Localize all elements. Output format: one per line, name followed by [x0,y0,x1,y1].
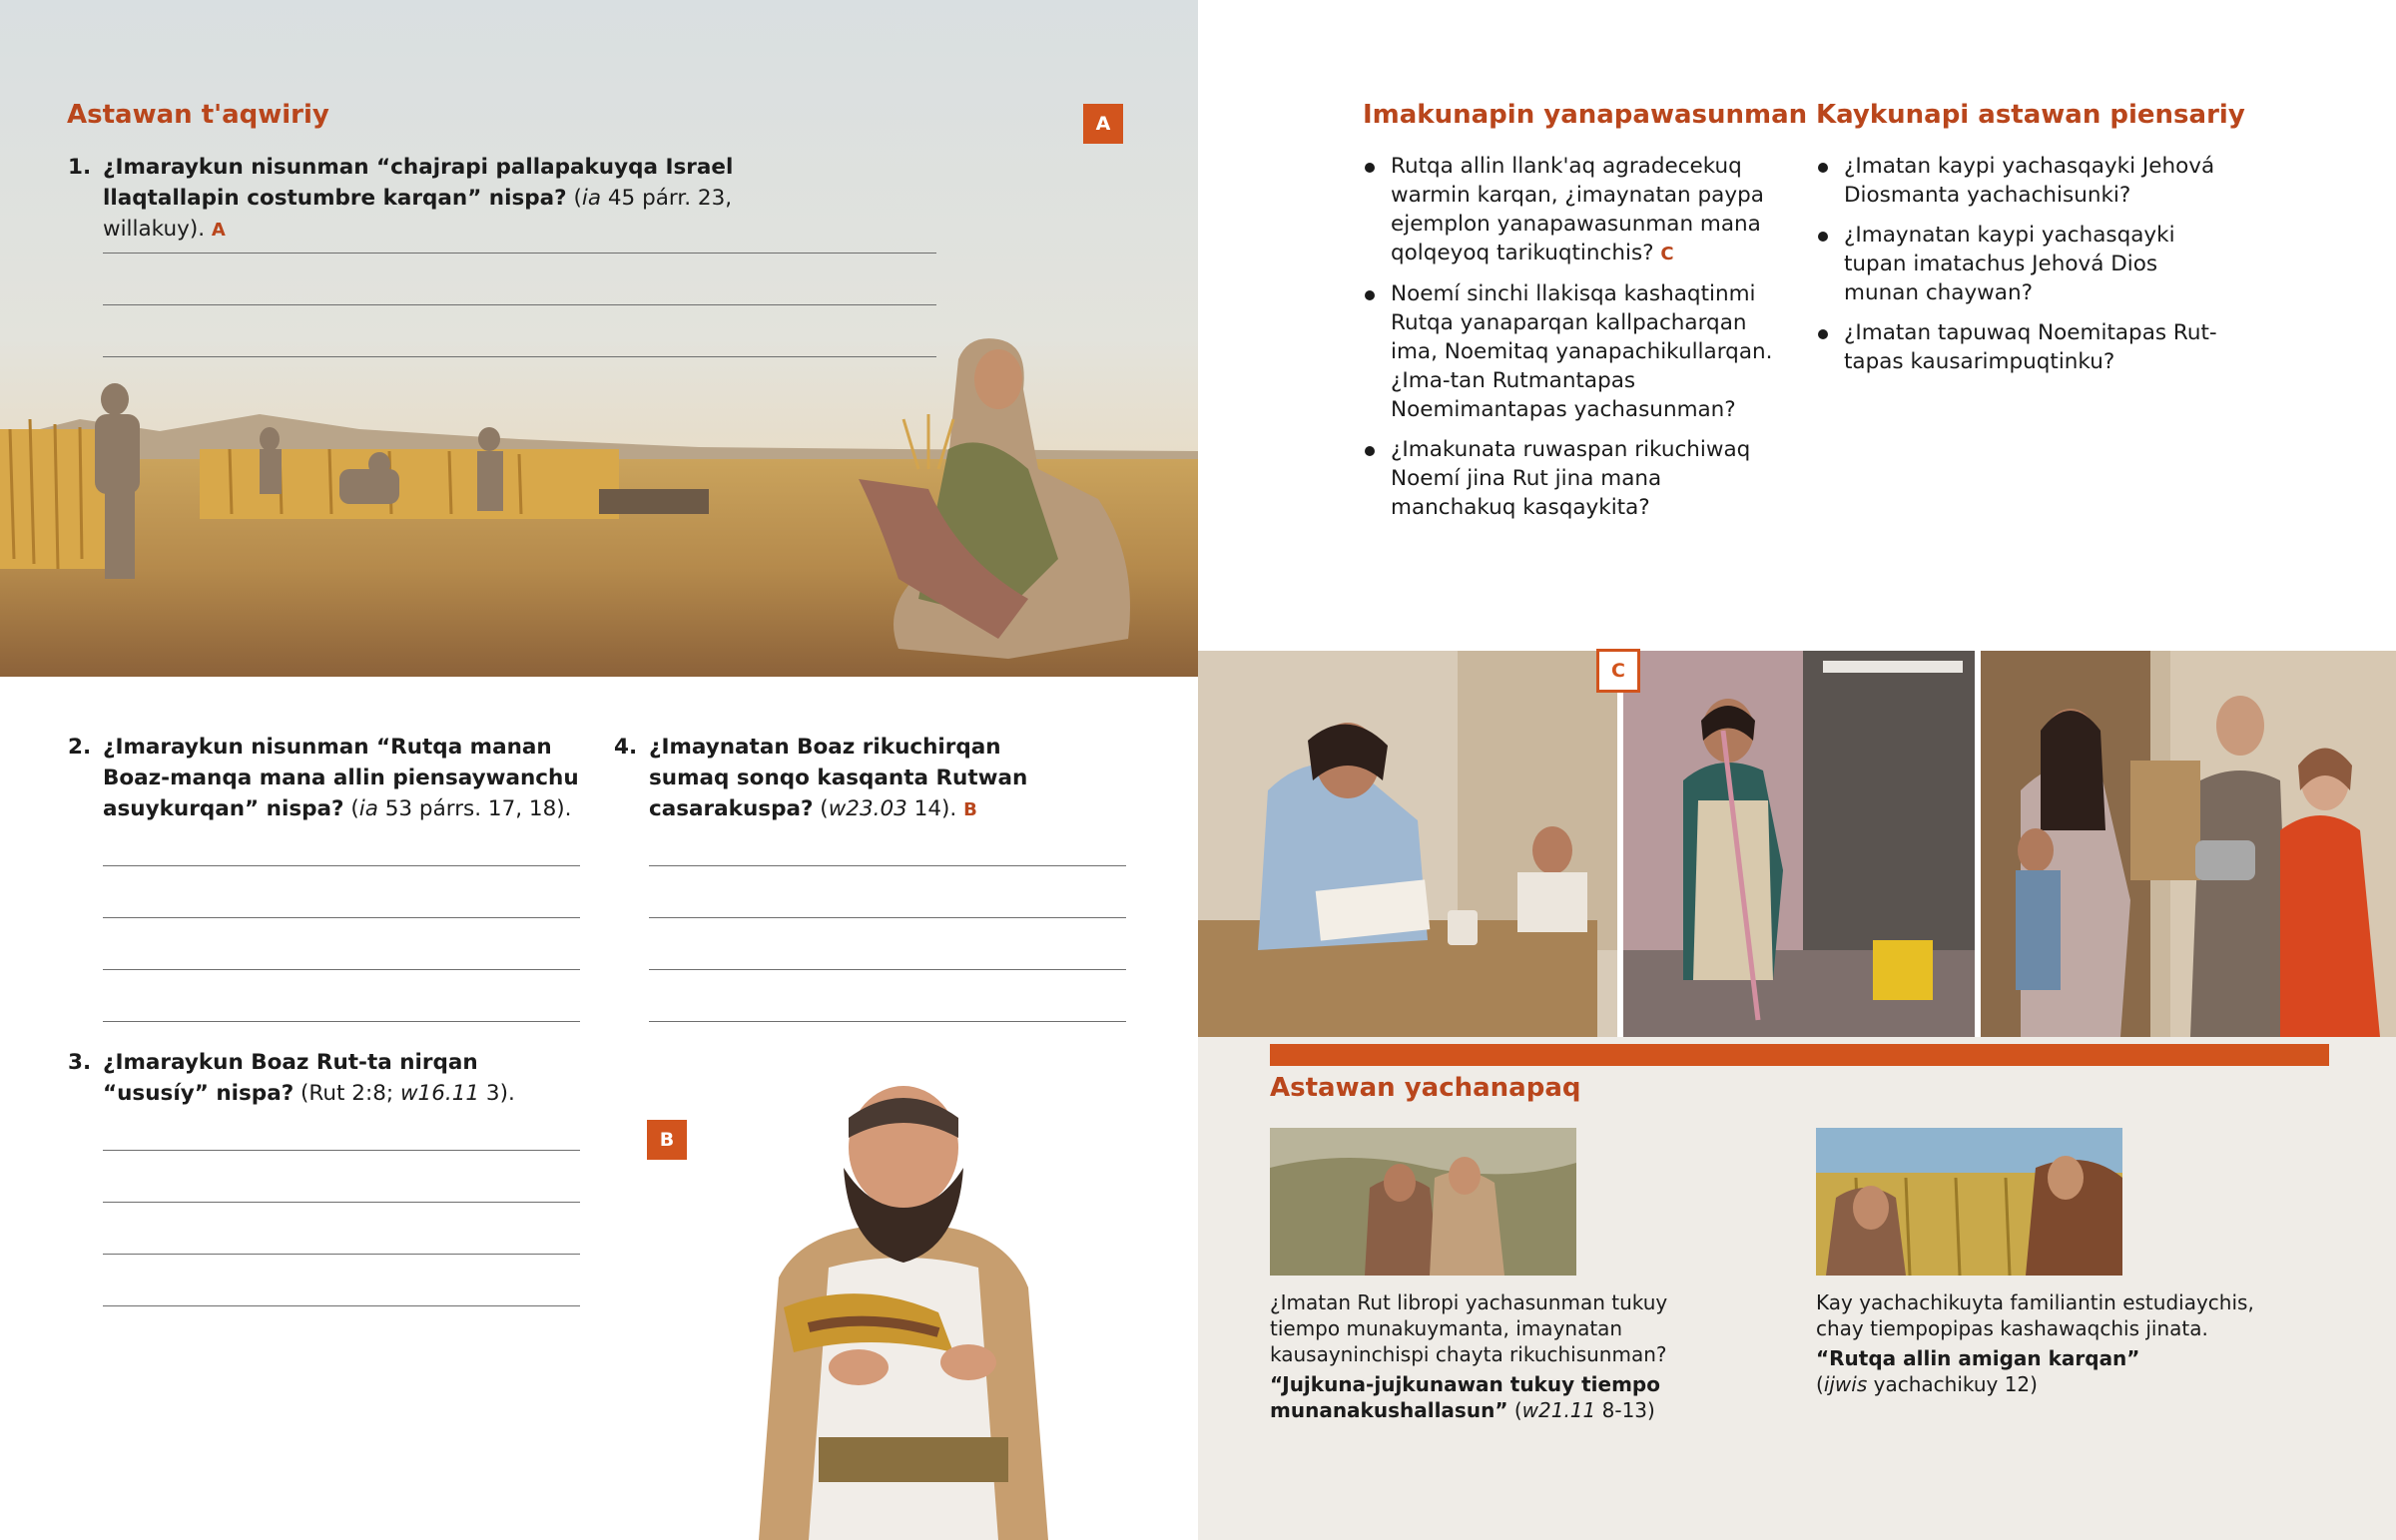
col1-title: Imakunapin yanapawasunman [1363,100,1808,130]
answer-line[interactable] [103,865,580,866]
question-number: 1. [68,155,92,180]
resource-1: ¿Imatan Rut libropi yachasunman tukuy tiempo munakuymanta, imaynatan kausayninchispi chayta rikuchisunman? “Jujkuna-jujkunawan tukuy tiempo munanakushallasun” (w21.11 8-13) [1270,1289,1719,1423]
question-1: 1. ¿Imaraykun nisunman “chajrapi pallapakuyqa Israel llaqtallapin costumbre karqan” nispa? (ia 45 párr. 23, willakuy). A [103,152,792,246]
resource-link[interactable]: “Jujkuna-jujkunawan tukuy tiempo munanakushallasun” [1270,1372,1660,1422]
question-text: ¿Imaraykun nisunman “chajrapi pallapakuyqa Israel llaqtallapin costumbre karqan” nispa? [103,155,734,211]
answer-line[interactable] [103,1150,580,1151]
study-title: Astawan yachanapaq [1270,1073,1581,1103]
resource-link[interactable]: “Rutqa allin amigan karqan” [1816,1346,2140,1370]
answer-line[interactable] [103,969,580,970]
answer-line[interactable] [103,356,936,357]
col2-title: Kaykunapi astawan piensariy [1816,100,2245,130]
question-number: 4. [614,735,638,760]
answer-line[interactable] [649,969,1126,970]
study-orange-bar [1270,1044,2329,1066]
answer-line[interactable] [103,1305,580,1306]
answer-line[interactable] [103,253,936,254]
right-page [1198,0,2396,1540]
study-section [1198,1037,2396,1540]
answer-line[interactable] [103,1202,580,1203]
question-2: 2. ¿Imaraykun nisunman “Rutqa manan Boaz-manqa mana allin piensaywanchu asuykurqan” nispa? (ia 53 párrs. 17, 18). [103,732,582,824]
resource-thumbnail-1[interactable] [1270,1128,1576,1276]
col2-list [1816,152,2235,387]
list-item: ¿Imakunata ruwaspan rikuchiwaq Noemí jina Rut jina mana manchakuq kasqaykita? [1363,435,1782,522]
resource-description: Kay yachachikuyta familiantin estudiaychis, chay tiempopipas kashawaqchis jinata. [1816,1290,2254,1340]
section-title: Astawan t'aqwiriy [67,100,329,130]
list-item: ¿Imatan kaypi yachasqayki Jehová Diosmanta yachachisunki? [1816,152,2235,210]
photo-family-visit [1981,651,2396,1037]
answer-line[interactable] [103,304,936,305]
answer-line[interactable] [103,1254,580,1255]
answer-line[interactable] [103,917,580,918]
answer-line[interactable] [103,1021,580,1022]
answer-line[interactable] [649,1021,1126,1022]
picture-ref: B [963,799,977,820]
list-item: ¿Imatan tapuwaq Noemitapas Rut-tapas kausarimpuqtinku? [1816,318,2235,376]
answer-line[interactable] [649,865,1126,866]
question-4: 4. ¿Imaynatan Boaz rikuchirqan sumaq sonqo kasqanta Rutwan casarakuspa? (w23.03 14). B [649,732,1088,825]
boaz-illustration-b [739,1078,1068,1540]
resource-2: Kay yachachikuyta familiantin estudiaychis, chay tiempopipas kashawaqchis jinata. “Rutqa allin amigan karqan” (ijwis yachachikuy 12) [1816,1289,2265,1397]
answer-line[interactable] [649,917,1126,918]
question-text: ¿Imaraykun Boaz Rut-ta nirqan “ususíy” nispa? [103,1050,478,1106]
picture-ref: A [211,220,226,241]
question-text: ¿Imaraykun nisunman “Rutqa manan Boaz-manqa mana allin piensaywanchu asuykurqan” nispa? [103,735,579,821]
photo-stressed-woman [1198,651,1617,1037]
list-item: Noemí sinchi llakisqa kashaqtinmi Rutqa yanaparqan kallpacharqan ima, Noemitaq yanapachikullarqan. ¿Ima-tan Rutmantapas Noemimantapas yachasunman? [1363,279,1782,424]
question-text: ¿Imaynatan Boaz rikuchirqan sumaq sonqo kasqanta Rutwan casarakuspa? [649,735,1028,821]
picture-badge-a: A [1083,104,1123,144]
picture-badge-c: C [1596,649,1640,693]
question-number: 3. [68,1050,92,1075]
photo-cleaning-woman [1623,651,1975,1037]
question-3: 3. ¿Imaraykun Boaz Rut-ta nirqan “ususíy” nispa? (Rut 2:8; w16.11 3). [103,1047,582,1109]
list-item: Rutqa allin llank'aq agradecekuq warmin karqan, ¿imaynatan paypa ejemplon yanapawasunman mana qolqeyoq tarikuqtinchis? C [1363,152,1782,268]
list-item: ¿Imaynatan kaypi yachasqayki tupan imatachus Jehová Dios munan chaywan? [1816,221,2235,307]
col1-list [1363,152,1782,533]
resource-thumbnail-2[interactable] [1816,1128,2122,1276]
picture-ref: C [1660,244,1674,264]
question-number: 2. [68,735,92,760]
resource-description: ¿Imatan Rut libropi yachasunman tukuy tiempo munakuymanta, imaynatan kausayninchispi chayta rikuchisunman? [1270,1290,1668,1366]
picture-badge-b: B [647,1120,687,1160]
